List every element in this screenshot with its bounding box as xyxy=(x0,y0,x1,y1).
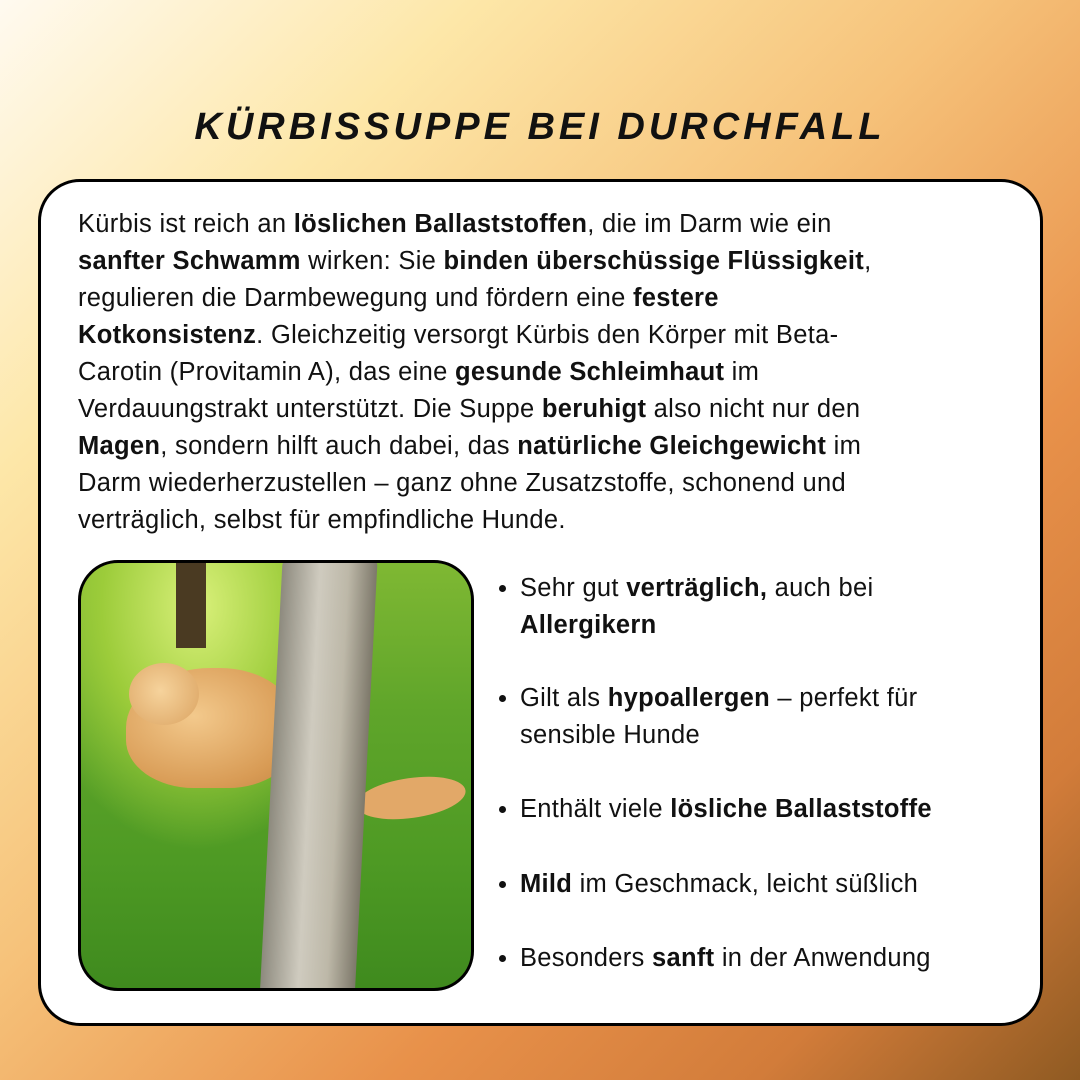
list-item xyxy=(499,680,1019,754)
text-line xyxy=(520,570,1019,607)
text-segment: , xyxy=(864,247,872,275)
text-line xyxy=(78,428,871,465)
text-line xyxy=(78,465,871,502)
text-segment: auch bei xyxy=(767,574,874,602)
content-card xyxy=(38,179,1043,1026)
text-segment: in der Anwendung xyxy=(714,944,931,972)
text-segment: Carotin (Provitamin A), das eine xyxy=(78,358,455,386)
text-line xyxy=(520,717,1019,754)
text-segment: im Geschmack, leicht süßlich xyxy=(572,870,919,898)
bold-text: Mild xyxy=(520,870,573,898)
text-line xyxy=(78,502,871,539)
bold-text: lösliche Ballaststoffe xyxy=(670,795,932,823)
bold-text: Kotkonsistenz xyxy=(78,321,257,349)
dog-tail xyxy=(354,771,468,826)
text-segment: regulieren die Darmbewegung und fördern eine xyxy=(78,284,634,312)
intro-paragraph xyxy=(78,206,871,539)
dog-head xyxy=(129,663,199,725)
bold-text: sanft xyxy=(652,944,715,972)
text-segment: sensible Hunde xyxy=(520,721,700,749)
list-item xyxy=(499,866,1019,903)
text-segment: Gilt als xyxy=(520,684,608,712)
bold-text: hypoallergen xyxy=(607,684,771,712)
text-segment: Enthält viele xyxy=(520,795,671,823)
text-line xyxy=(78,354,871,391)
text-line xyxy=(520,940,1019,977)
text-line xyxy=(78,391,871,428)
text-segment: Kürbis ist reich an xyxy=(78,210,294,238)
bold-text: Magen xyxy=(78,432,161,460)
list-item xyxy=(499,940,1019,977)
text-segment: Besonders xyxy=(520,944,652,972)
text-line xyxy=(78,280,871,317)
bold-text: löslichen Ballaststoffen xyxy=(293,210,588,238)
bold-text: Allergikern xyxy=(520,611,657,639)
text-line xyxy=(78,243,871,280)
text-line xyxy=(78,317,871,354)
text-line xyxy=(520,607,1019,644)
text-segment: , die im Darm wie ein xyxy=(587,210,832,238)
bold-text: binden überschüssige Flüssigkeit xyxy=(443,247,865,275)
text-segment: Sehr gut xyxy=(520,574,627,602)
list-item xyxy=(499,570,1019,644)
bold-text: beruhigt xyxy=(541,395,647,423)
text-segment: im xyxy=(724,358,760,386)
text-line xyxy=(520,791,1019,828)
bold-text: festere xyxy=(633,284,719,312)
bold-text: verträglich, xyxy=(626,574,768,602)
page-title: KÜRBISSUPPE BEI DURCHFALL xyxy=(194,106,886,148)
text-segment: , sondern hilft auch dabei, das xyxy=(160,432,518,460)
tree-trunk xyxy=(259,560,377,991)
text-line xyxy=(520,680,1019,717)
dog-photo xyxy=(78,560,474,991)
text-segment: wirken: Sie xyxy=(300,247,444,275)
background-tree xyxy=(176,563,206,648)
list-item xyxy=(499,791,1019,828)
text-segment: im xyxy=(826,432,862,460)
text-segment: . Gleichzeitig versorgt Kürbis den Körper mit Beta- xyxy=(256,321,839,349)
bold-text: gesunde Schleimhaut xyxy=(454,358,725,386)
bold-text: sanfter Schwamm xyxy=(78,247,301,275)
text-segment: also nicht nur den xyxy=(646,395,861,423)
text-line xyxy=(78,206,871,243)
bold-text: natürliche Gleichgewicht xyxy=(517,432,827,460)
text-segment: – perfekt für xyxy=(770,684,918,712)
text-segment: Darm wiederherzustellen – ganz ohne Zusatzstoffe, schonend und xyxy=(78,469,846,497)
text-segment: Verdauungstrakt unterstützt. Die Suppe xyxy=(78,395,542,423)
text-segment: verträglich, selbst für empfindliche Hunde. xyxy=(78,506,566,534)
text-line xyxy=(520,866,1019,903)
